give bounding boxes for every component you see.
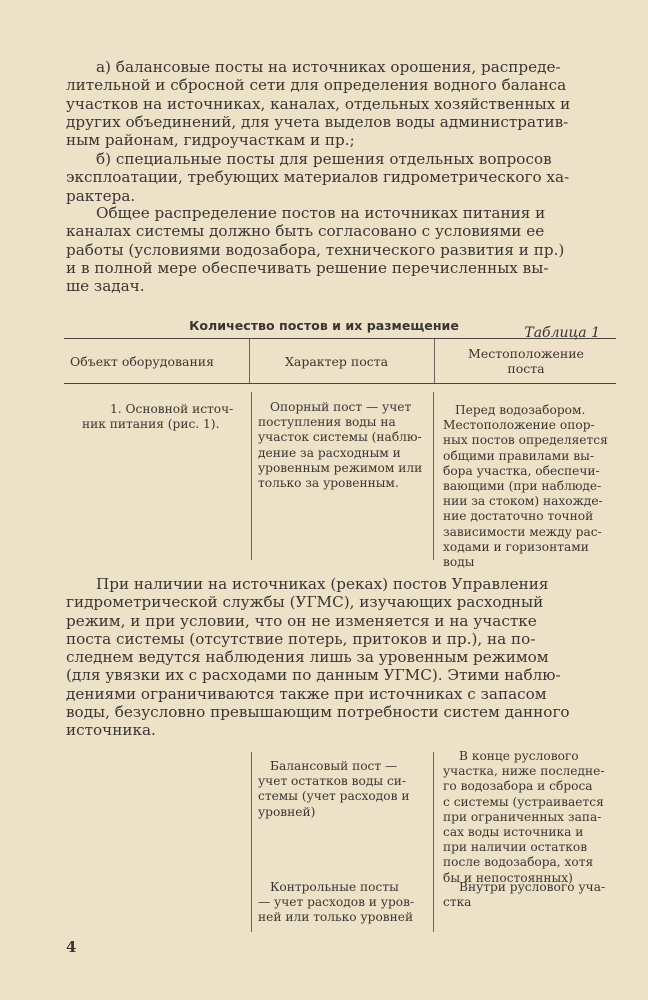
text-line: и в полной мере обеспечивать решение перечисленных вы- — [66, 258, 549, 277]
paragraph-special-posts-cont — [66, 168, 614, 205]
cell-line: при ограниченных запа- — [443, 809, 602, 824]
table-column-divider — [249, 339, 250, 383]
cell-line: поступления воды на — [258, 415, 396, 430]
table-cell-post-reference — [258, 400, 422, 491]
table-cell-location-balance — [443, 749, 604, 886]
paragraph-distribution-cont — [66, 222, 614, 295]
text-line: При наличии на источниках (реках) постов Управления — [96, 575, 549, 593]
cell-line: нии за стоком) нахожде- — [443, 494, 603, 509]
text-line: режим, и при условии, что он не изменяется и на участке — [66, 611, 537, 630]
cell-line: сах воды источника и — [443, 825, 584, 840]
text-line: каналах системы должно быть согласовано с условиями ее — [66, 222, 545, 241]
cell-line: Местоположение опор- — [443, 418, 595, 433]
text-line: рактера. — [66, 186, 136, 205]
table-cell-location-reference — [443, 403, 608, 570]
table-top-rule — [64, 338, 616, 339]
table-header-location: Местоположение — [468, 346, 584, 361]
cell-line: стемы (учет расходов и — [258, 789, 410, 804]
cell-line: ник питания (рис. 1). — [82, 417, 220, 432]
paragraph-balance-posts-cont — [66, 76, 614, 149]
paragraph-ugms-posts-cont — [66, 593, 614, 739]
cell-line: общими правилами вы- — [443, 448, 594, 463]
cell-line: с системы (устраивается — [443, 794, 604, 809]
table-column-divider — [251, 752, 252, 932]
text-line: гидрометрической службы (УГМС), изучающих расходный — [66, 593, 544, 612]
text-line: следнем ведутся наблюдения лишь за уровенным режимом — [66, 648, 549, 667]
text-line: работы (условиями водозабора, технического развития и пр.) — [66, 240, 565, 259]
cell-line: зависимости между рас- — [443, 524, 602, 539]
text-line: лительной и сбросной сети для определения водного баланса — [66, 76, 567, 95]
text-line: дениями ограничиваются также при источниках с запасом — [66, 684, 547, 703]
text-line: эксплоатации, требующих материалов гидрометрического ха- — [66, 168, 570, 187]
table-header-post-type: Характер поста — [285, 354, 389, 369]
table-title: Количество постов и их размещение — [189, 318, 459, 333]
text-line: б) специальные посты для решения отдельных вопросов — [96, 150, 552, 168]
table-caption: Таблица 1 — [524, 325, 600, 341]
cell-line: воды — [443, 555, 475, 570]
cell-line: учет остатков воды си- — [258, 774, 407, 789]
cell-line: ние достаточно точной — [443, 509, 594, 524]
cell-line: — учет расходов и уров- — [258, 895, 415, 910]
paragraph-balance-posts — [96, 58, 614, 76]
table-column-divider — [433, 392, 434, 560]
text-line: ше задач. — [66, 277, 145, 296]
paragraph-distribution — [96, 204, 614, 222]
cell-line: го водозабора и сброса — [443, 779, 593, 794]
table-cell-location-control — [443, 880, 606, 910]
text-line: а) балансовые посты на источниках орошения, распреде- — [96, 58, 561, 76]
cell-line: вающими (при наблюде- — [443, 479, 602, 494]
table-header-object: Объект оборудования — [70, 354, 215, 369]
cell-line: уровенным режимом или — [258, 460, 423, 475]
table-column-divider — [434, 339, 435, 383]
paragraph-ugms-posts — [96, 575, 614, 593]
page-number: 4 — [66, 938, 77, 956]
table-cell-post-control — [258, 880, 414, 926]
cell-line: участок системы (наблю- — [258, 430, 422, 445]
table-column-divider — [433, 752, 434, 932]
text-line: участков на источниках, каналах, отдельных хозяйственных и — [66, 94, 571, 113]
table-cell-object — [82, 402, 233, 432]
cell-line: ных постов определяется — [443, 433, 608, 448]
text-line: других объединений, для учета выделов воды административ- — [66, 112, 569, 131]
text-line: поста системы (отсутствие потерь, притоков и пр.), на по- — [66, 629, 536, 648]
table-header-rule — [64, 383, 616, 384]
text-line: ным районам, гидроучасткам и пр.; — [66, 131, 355, 150]
cell-line: Внутри руслового уча- — [459, 880, 606, 894]
cell-line: Балансовый пост — — [270, 759, 398, 773]
cell-line: стка — [443, 895, 472, 910]
cell-line: Перед водозабором. — [455, 403, 586, 417]
table-header-location-2: поста — [507, 361, 545, 376]
cell-line: Опорный пост — учет — [270, 400, 412, 414]
cell-line: ней или только уровней — [258, 910, 414, 925]
cell-line: дение за расходным и — [258, 445, 401, 460]
cell-line: бы и непостоянных) — [443, 870, 573, 885]
cell-line: Контрольные посты — [270, 880, 399, 894]
text-line: воды, безусловно превышающим потребности систем данного — [66, 703, 570, 722]
cell-line: при наличии остатков — [443, 840, 588, 855]
cell-line: ходами и горизонтами — [443, 539, 589, 554]
table-column-divider — [251, 392, 252, 560]
cell-line: только за уровенным. — [258, 476, 399, 491]
cell-line: уровней) — [258, 804, 316, 819]
paragraph-special-posts — [96, 150, 614, 168]
text-line: Общее распределение постов на источниках питания и — [96, 204, 546, 222]
cell-line: 1. Основной источ- — [110, 402, 234, 416]
cell-line: В конце руслового — [459, 749, 579, 763]
cell-line: после водозабора, хотя — [443, 855, 594, 870]
cell-line: бора участка, обеспечи- — [443, 463, 600, 478]
text-line: (для увязки их с расходами по данным УГМС). Этими наблю- — [66, 666, 561, 685]
cell-line: участка, ниже последне- — [443, 764, 605, 779]
text-line: источника. — [66, 721, 156, 740]
table-cell-post-balance — [258, 759, 409, 820]
